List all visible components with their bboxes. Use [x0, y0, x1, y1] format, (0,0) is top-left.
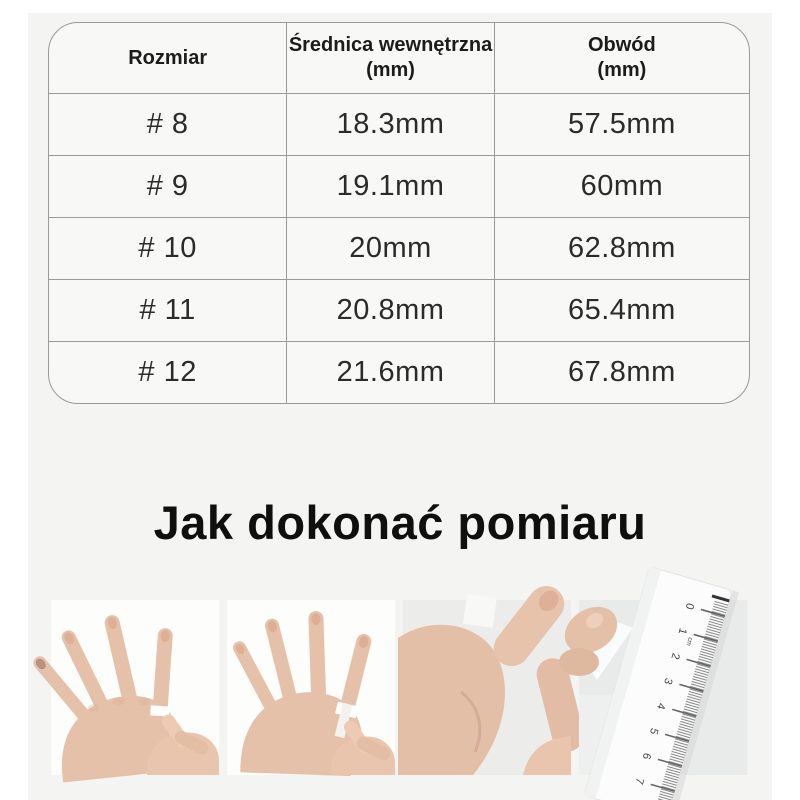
ruler-label-6: 6 — [639, 751, 653, 761]
header-label: Średnica wewnętrzna — [288, 34, 493, 56]
size-cell: # 9 — [146, 170, 189, 202]
header-unit: (mm) — [366, 59, 415, 81]
ruler-label-2: 2 — [668, 651, 682, 661]
header-cell-size — [49, 23, 286, 93]
header-cell-circumference — [494, 23, 749, 93]
size-row — [49, 341, 749, 403]
diameter-cell: 19.1mm — [286, 156, 493, 217]
circumference-cell: 67.8mm — [494, 342, 749, 403]
diameter-cell: 20mm — [286, 218, 493, 279]
diameter-cell: 21.6mm — [286, 342, 493, 403]
size-row — [49, 155, 749, 217]
pinch-closeup-illustration — [403, 600, 571, 775]
header-label: Rozmiar — [128, 46, 208, 69]
size-row — [49, 217, 749, 279]
size-row — [49, 279, 749, 341]
circumference-cell: 60mm — [494, 156, 749, 217]
photo-step-3 — [403, 600, 571, 775]
size-cell: # 10 — [138, 232, 197, 264]
content-panel — [28, 13, 772, 800]
table-header-row — [49, 23, 749, 93]
instruction-photos — [51, 600, 747, 786]
size-row — [49, 93, 749, 155]
circumference-cell: 62.8mm — [494, 218, 749, 279]
ring-size-table — [48, 22, 750, 404]
header-label: Obwód — [587, 34, 656, 56]
diameter-cell: 18.3mm — [286, 94, 493, 155]
circumference-cell: 65.4mm — [494, 280, 749, 341]
header-unit: (mm) — [597, 59, 647, 81]
size-cell: # 12 — [138, 356, 197, 388]
ruler-label-4: 4 — [654, 701, 668, 711]
diameter-cell: 20.8mm — [286, 280, 493, 341]
hand-strip-snug-illustration — [227, 600, 395, 775]
ruler-unit-label: cm — [684, 636, 694, 647]
ruler-illustration — [579, 600, 747, 786]
size-cell: # 11 — [139, 294, 196, 326]
ruler-label-0: 0 — [682, 601, 696, 611]
ruler-label-3: 3 — [661, 676, 675, 686]
size-cell: # 8 — [146, 108, 189, 140]
ruler-label-5: 5 — [646, 726, 661, 736]
photo-step-4 — [579, 600, 747, 786]
ruler-label-1: 1 — [675, 626, 689, 636]
hand-with-strip-illustration — [51, 600, 219, 775]
photo-step-1 — [51, 600, 219, 775]
ruler-label-7: 7 — [632, 776, 646, 786]
header-cell-diameter — [286, 23, 493, 93]
photo-step-2 — [227, 600, 395, 775]
section-heading: Jak dokonać pomiaru — [153, 496, 647, 549]
circumference-cell: 57.5mm — [494, 94, 749, 155]
